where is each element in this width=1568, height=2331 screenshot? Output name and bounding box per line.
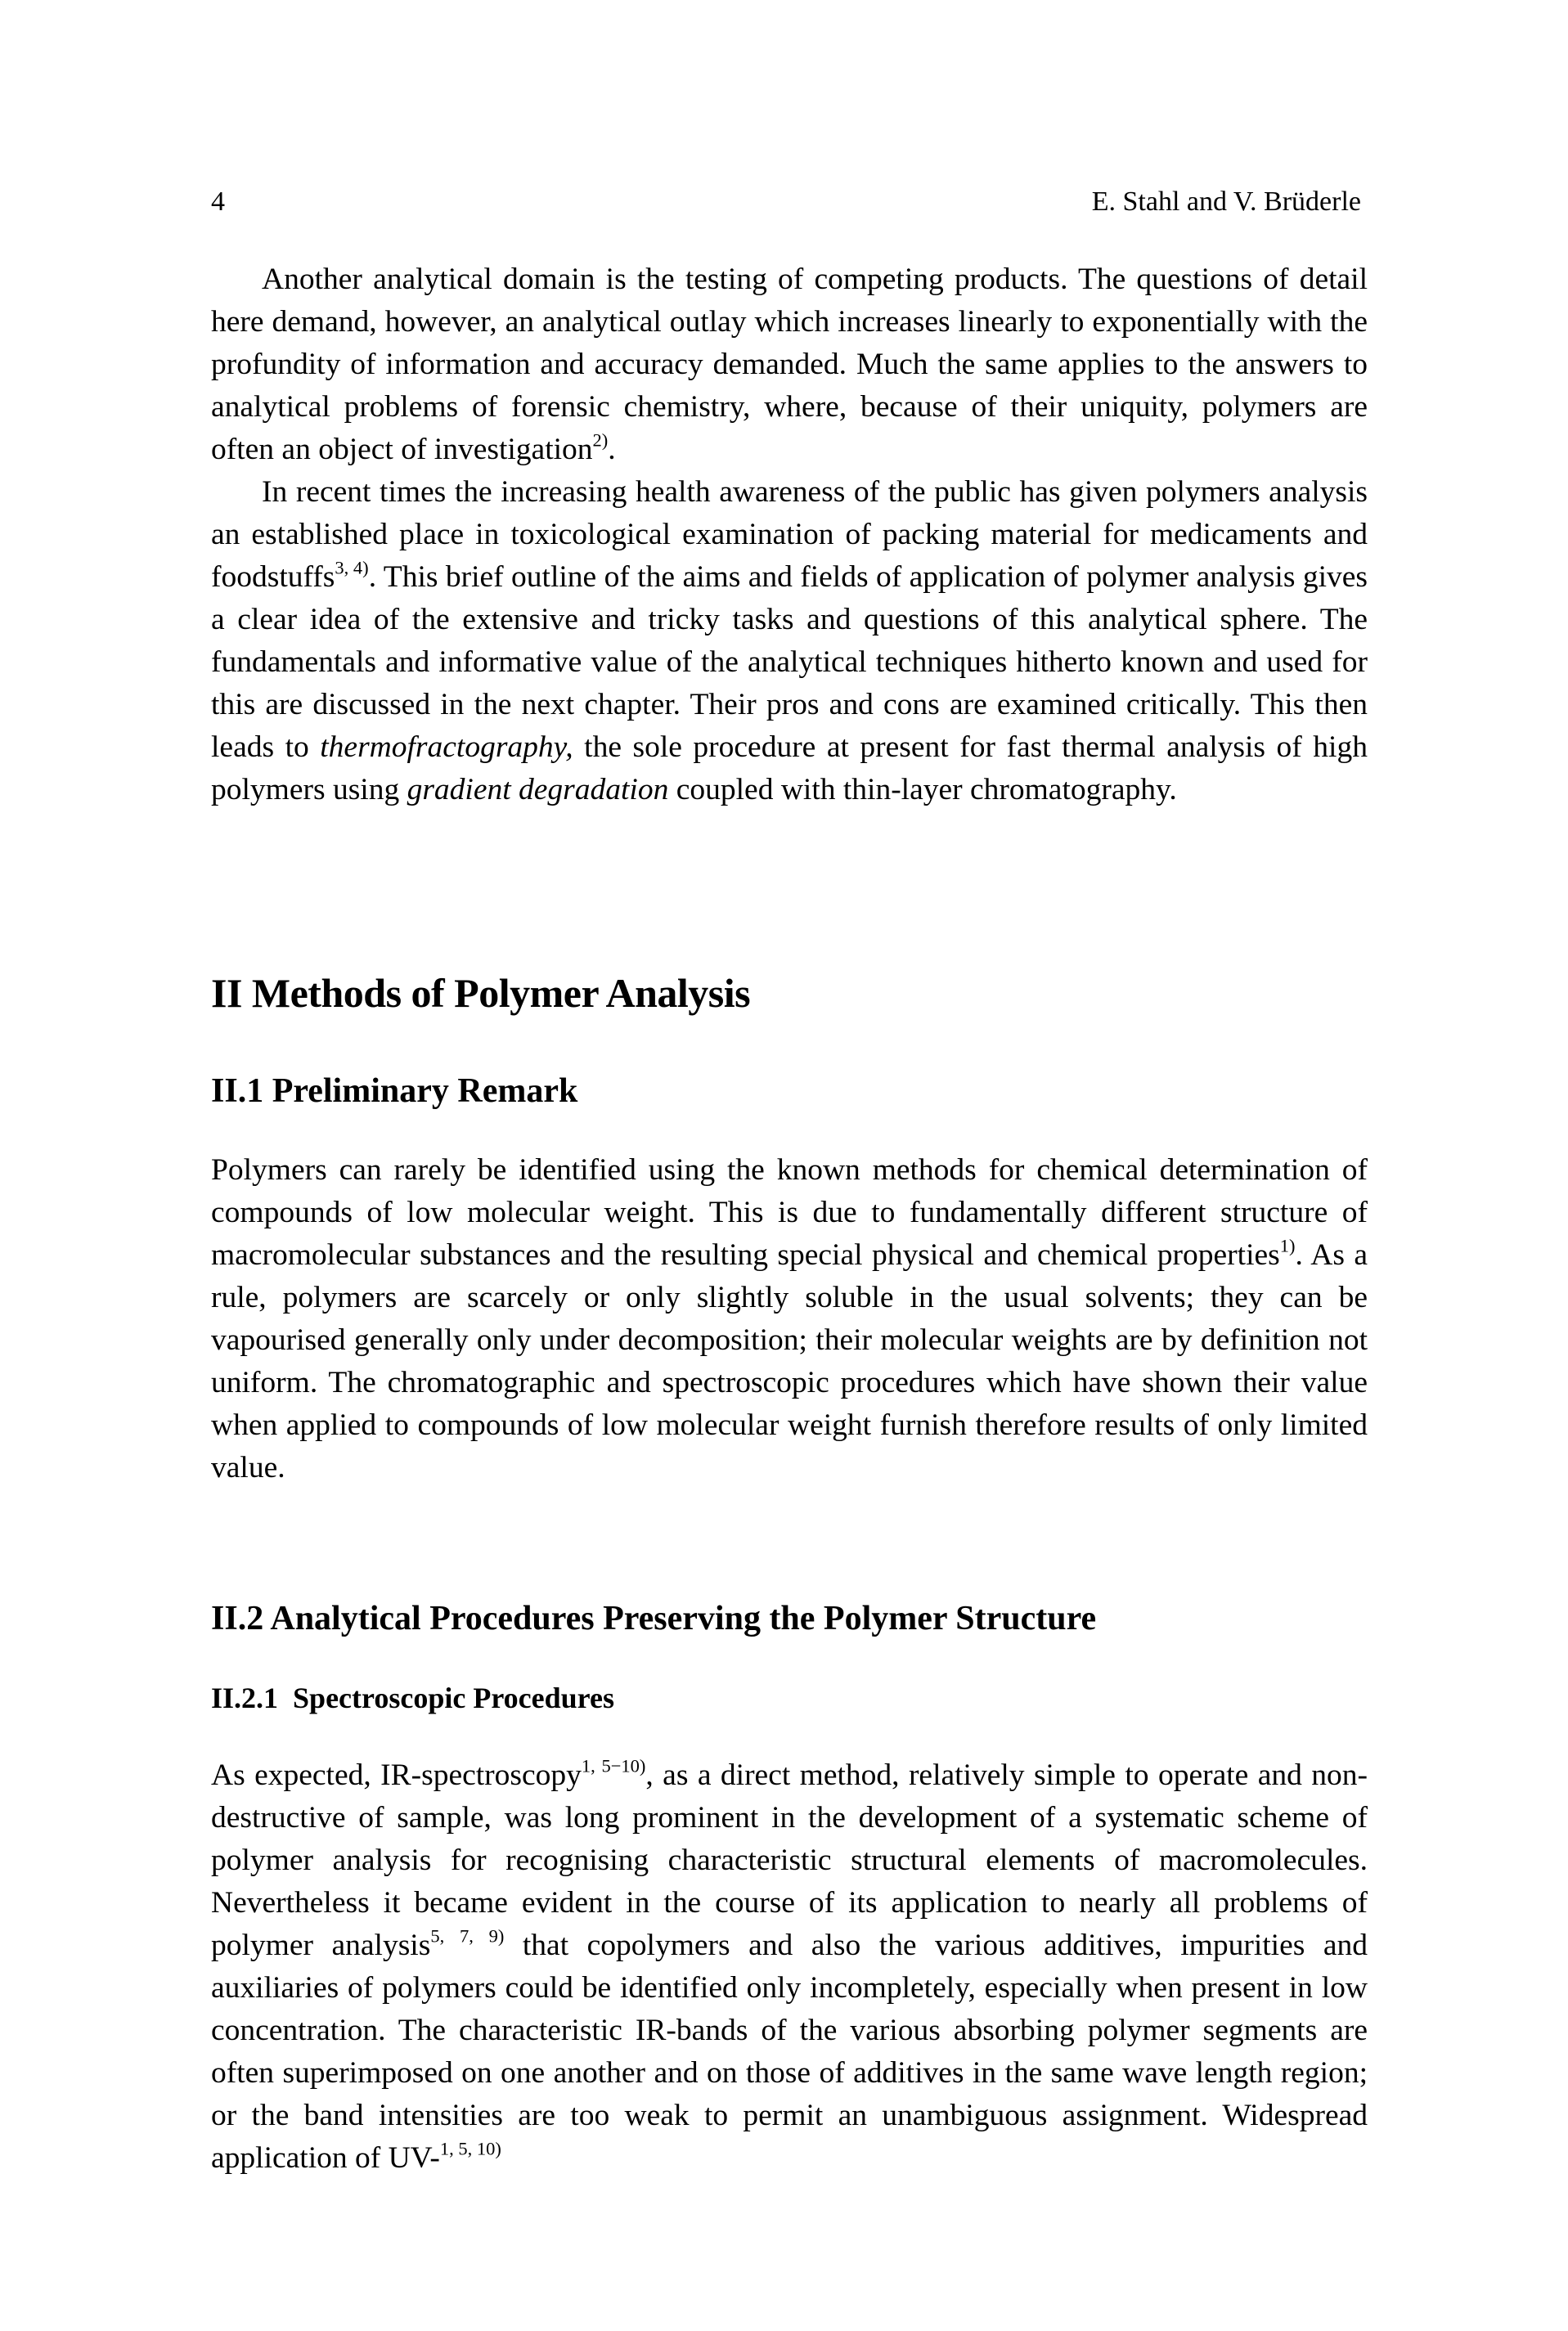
preliminary-remark-paragraph: Polymers can rarely be identified using the known methods for chemical determination of compounds of low molecular weight. This is due to fundamentally different structure of macromolecular substances and the resulting special physical and chemical properties$^{1)}$. As a rule, polymers are scarcely or only slightly soluble in the usual solvents; they can be vapourised generally only under decomposition; their molecular weights are by definition not uniform. The chromatographic and spectroscopic procedures which have shown their value when applied to compounds of low molecular weight furnish therefore results of only limited value.	[211, 1153, 1368, 1484]
subsection-heading-preliminary-remark: II.1 Preliminary Remark	[211, 1072, 578, 1110]
spectroscopic-text	[211, 1754, 1368, 2180]
intro-text	[211, 258, 1368, 811]
intro-paragraph-1: Another analytical domain is the testing of competing products. The questions of detail here demand, however, an analytical outlay which increases linearly to exponentially with the profundity of information and accuracy demanded. Much the same applies to the answers to analytical problems of forensic chemistry, where, because of their uniquity, polymers are often an object of investigation$^{2)}$.	[211, 263, 1368, 466]
citation: 1)	[1279, 1235, 1296, 1256]
running-header-authors: E. Stahl and V. Brüderle	[1091, 186, 1361, 217]
citation: 3, 4)	[335, 557, 369, 578]
section-title-methods: II Methods of Polymer Analysis	[211, 970, 751, 1016]
citation: 1, 5−10)	[581, 1755, 646, 1776]
intro-paragraph-2: In recent times the increasing health awareness of the public has given polymers analysis an established place in toxicological examination of packing material for medicaments and foodstuffs$^{3, 4)}$. This brief outline of the aims and fields of application of polymer analysis gives a clear idea of the extensive and tricky tasks and questions of this analytical sphere. The fundamentals and informative value of the analytical techniques hitherto known and used for this are discussed in the next chapter. Their pros and cons are examined critically. This then leads to thermofractography, the sole procedure at present for fast thermal analysis of high polymers using gradient degradation coupled with thin-layer chromatography.	[211, 475, 1368, 806]
citation: 1, 5, 10)	[439, 2138, 501, 2159]
citation: 2)	[592, 429, 609, 451]
page-number: 4	[211, 186, 225, 217]
spectroscopic-paragraph: As expected, IR-spectroscopy$^{1, 5-10)}$, as a direct method, relatively simple to operate and non-destructive of sample, was long prominent in the development of a systematic scheme of polymer analysis for recognising characteristic structural elements of macromolecules. Nevertheless it became evident in the course of its application to nearly all problems of polymer analysis$^{5, 7, 9)}$ that copolymers and also the various additives, impurities and auxiliaries of polymers could be identified only incompletely, especially when present in low concentration. The characteristic IR-bands of the various absorbing polymer segments are often superimposed on one another and on those of additives in the same wave length region; or the band intensities are too weak to permit an unambiguous assignment. Widespread application of UV-$^{1, 5, 10)}$	[211, 1755, 1368, 2175]
citation: 5, 7, 9)	[430, 1925, 505, 1947]
subsection-heading-analytical-procedures: II.2 Analytical Procedures Preserving the Polymer Structure	[211, 1600, 1097, 1637]
subsubsection-heading-spectroscopic: II.2.1 Spectroscopic Procedures	[211, 1682, 614, 1714]
running-header	[211, 186, 1361, 236]
preliminary-remark-text	[211, 1149, 1368, 1489]
